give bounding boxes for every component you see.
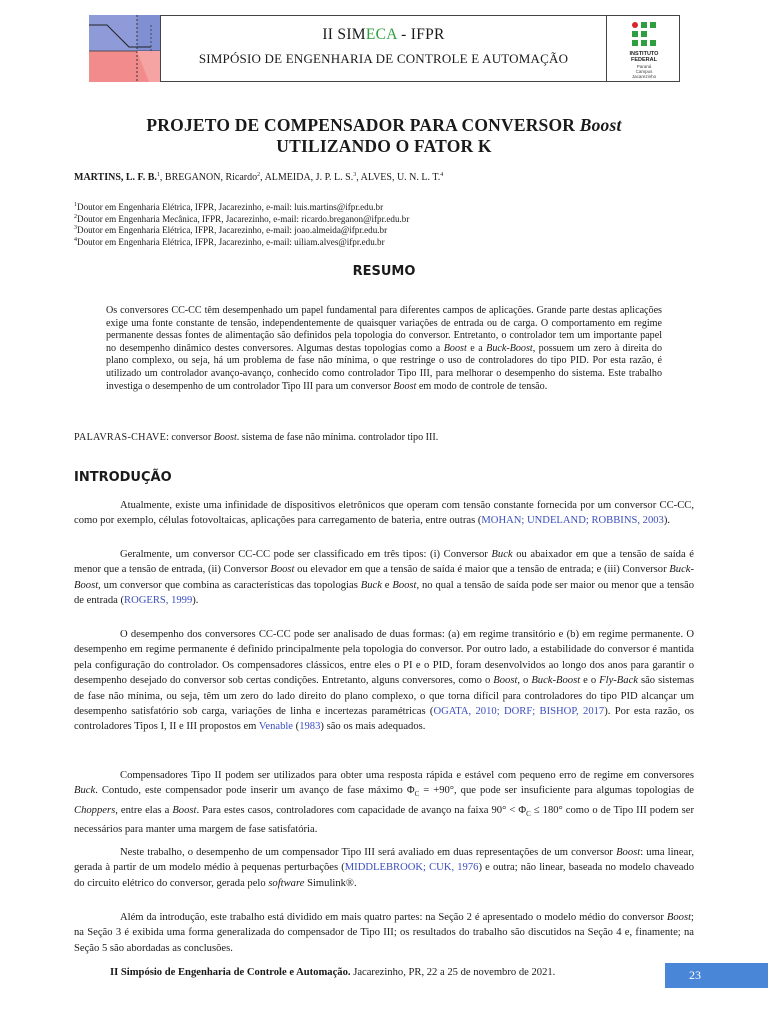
ifpr-logo-line1: INSTITUTO — [629, 51, 659, 57]
citation-link[interactable]: ROGERS, 1999 — [124, 595, 193, 607]
conference-title: II SIMECA - IFPR — [322, 26, 445, 43]
intro-paragraph: Compensadores Tipo II podem ser utilizados para obter uma resposta rápida e estável com pequeno erro de regime em conversores Buck. Contudo, este compensador pode inserir um avanço de fase máximo $\Phi_C = +90^\circ$, que pode ser insuficiente para algumas topologias de Choppers, entre elas a Boost. Para estes casos, controladores com capacidade de avanço na faixa $90^\circ < \Phi_C \le 180^\circ$ como o de Tipo III podem ser necessários para manter uma margem de fase satisfatória. — [74, 770, 694, 836]
ifpr-logo-line2: FEDERAL — [631, 57, 657, 63]
citation-link[interactable]: MOHAN; UNDELAND; ROBBINS, 2003 — [481, 515, 664, 527]
intro-paragraph: Geralmente, um conversor CC-CC pode ser classificado em três tipos: (i) Conversor Buck ou abaixador em que a tensão de saída é menor que a tensão de entrada, (ii) Conversor Boost ou elevador em que a tensão de saída é maior que a tensão de entrada; e (iii) Conversor Buck-Boost, um conversor que combina as características das topologias Buck e Boost, no qual a tensão de saída pode ser maior ou menor que a tensão de entrada (ROGERS, 1999). — [74, 549, 695, 607]
affiliation: $^4$Doutor em Engenharia Elétrica, IFPR, Jacarezinho, e-mail: uiliam.alves@ifpr.edu.br — [74, 236, 385, 247]
affiliation: $^2$Doutor em Engenharia Mecânica, IFPR, Jacarezinho, e-mail: ricardo.breganon@ifpr.edu.br — [74, 213, 410, 224]
citation-link[interactable]: Venable — [258, 721, 294, 733]
intro-paragraph: Além da introdução, este trabalho está dividido em mais quatro partes: na Seção 2 é apresentado o modelo médio do conversor Boost; na Seção 3 é exibida uma forma generalizada do compensador de Tipo III; os resultados do trabalho são discutidos na Seção 4 e, finamente; na Seção 5 são abordadas as conclusões. — [74, 912, 694, 954]
ifpr-logo-line4: Campus — [635, 69, 653, 74]
citation-link[interactable]: 1983 — [299, 721, 321, 733]
affiliation: $^3$Doutor em Engenharia Elétrica, IFPR, Jacarezinho, e-mail: joao.almeida@ifpr.edu.br — [74, 225, 388, 235]
intro-paragraph: Neste trabalho, o desempenho de um compensador Tipo III será avaliado em duas representações de um conversor Boost: uma linear, gerada à partir de um modelo médio à pequenas perturbações (MIDDLEBROOK; CUK, 1976) e outra; não linear, baseada no modelo chaveado do circuito elétrico do conversor, gerada pelo software Simulink®. — [74, 847, 694, 889]
abstract-text: Os conversores CC-CC têm desempenhado um papel fundamental para diferentes campos de aplicações. Grande parte destas aplicações exige uma fonte constante de tensão, independentemente de quaisquer variações de entrada ou de carga. O comportamento em regime permanente dessas fontes de alimentação são definidos pela topologia do conversor. Entretanto, o controlador tem um importante papel no desempenho dinâmico destes conversores. Algumas destas topologias como a Boost e a Buck-Boost, possuem um zero à direita do plano complexo, ou seja, há um problema de fase não mínima, o que restringe o uso de controladores do tipo PID. Por esta razão, é utilizado um controlador avanço-avanço, conhecido como controlador Tipo III, para melhorar o desempenho do sistema. Este trabalho investiga o desempenho de um controlador Tipo III para um conversor Boost em modo de controle de tensão. — [106, 305, 663, 392]
keywords: PALAVRAS-CHAVE: conversor Boost. sistema de fase não mínima. controlador tipo III. — [74, 432, 439, 443]
paper-title: PROJETO DE COMPENSADOR PARA CONVERSOR Boost UTILIZANDO O FATOR K — [146, 115, 622, 156]
ifpr-logo-line5: Jacarezinho — [631, 74, 657, 79]
intro-paragraph: O desempenho dos conversores CC-CC pode ser analisado de duas formas: (a) em regime transitório e (b) em regime permanente. O desempenho em regime permanente é definido principalmente pela topologia do conversor. Por outro lado, a estabilidade do conversor é mantida pela configuração do controlador. Os compensadores clássicos, entre eles o PI e o PID, foram desenvolvidos ao longo dos anos para garantir o desempenho desejado do conversor sob certas condições. Entretanto, alguns conversores, como o Boost, o Buck-Boost e o Fly-Back são sistemas de fase não mínima, ou seja, têm um zero do lado direito do plano complexo, o que torna difícil para controladores do tipo PID alcançar um desempenho satisfatório sob carga, variações de linha e incertezas paramétricas (OGATA, 2010; DORF; BISHOP, 2017). Por esta razão, os controladores Tipos I, II e III propostos em Venable (1983) são os mais adequados. — [74, 629, 694, 733]
ifpr-logo — [606, 15, 680, 82]
citation-link[interactable]: OGATA, 2010; DORF; BISHOP, 2017 — [433, 706, 605, 718]
citation-link[interactable]: MIDDLEBROOK; CUK, 1976 — [344, 862, 479, 874]
ifpr-logo-mark — [632, 22, 656, 50]
introduction-heading: INTRODUÇÃO — [74, 470, 172, 485]
simeca-logo — [89, 15, 161, 82]
page-number: 23 — [665, 963, 768, 988]
page-footer: II Simpósio de Engenharia de Controle e Automação. Jacarezinho, PR, 22 a 25 de novembro de 2021. — [110, 967, 556, 978]
conference-subtitle: SIMPÓSIO DE ENGENHARIA DE CONTROLE E AUTOMAÇÃO — [198, 51, 569, 66]
intro-paragraph: Atualmente, existe uma infinidade de dispositivos eletrônicos que operam com tensão constante fornecida por um conversor CC-CC, como por exemplo, células fotovoltaicas, aplicações para carregamento de bateria, entre outras (MOHAN; UNDELAND; ROBBINS, 2003). — [74, 500, 694, 527]
affiliation: $^1$Doutor em Engenharia Elétrica, IFPR, Jacarezinho, e-mail: luis.martins@ifpr.edu.br — [74, 202, 384, 212]
author-list: MARTINS, L. F. B.$^1$, BREGANON, Ricardo$^2$, ALMEIDA, J. P. L. S.$^3$, ALVES, U. N. L. T.$^4$ — [74, 172, 444, 183]
abstract-heading: RESUMO — [352, 264, 416, 279]
ifpr-logo-line3: Paraná — [636, 64, 652, 69]
